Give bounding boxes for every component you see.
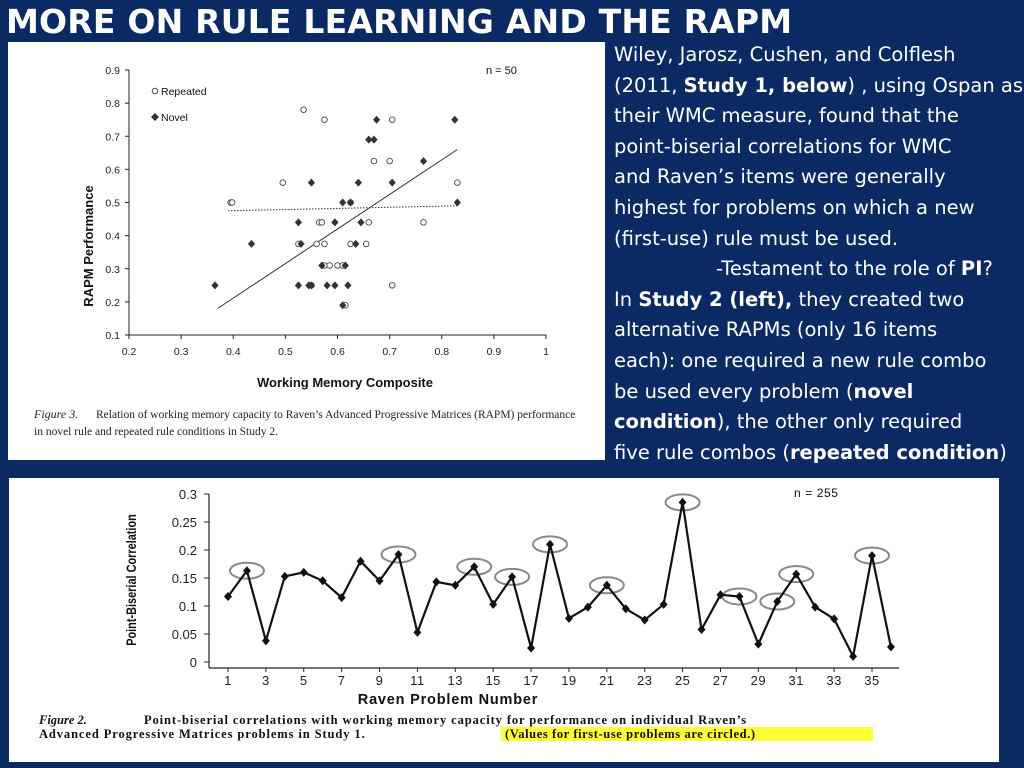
novel-point — [352, 240, 359, 248]
repeated-point — [319, 220, 325, 226]
repeated-point — [455, 180, 461, 186]
repeated-point — [389, 283, 395, 289]
slide-body-text — [614, 40, 1024, 468]
repeated-point — [327, 263, 333, 269]
scatter-x-tick-label: 0.4 — [225, 346, 241, 358]
novel-point — [339, 199, 346, 207]
line-caption-line1: Point-biserial correlations with working memory capacity for performance on individual Raven’s — [144, 713, 748, 727]
line-y-axis-label: Point-Biserial Correlation — [123, 514, 140, 646]
repeated-point — [389, 117, 395, 123]
body-line: condition), the other only required — [614, 410, 963, 434]
novel-point — [389, 179, 396, 187]
line-caption-line2: Advanced Progressive Matrices problems in Study 1. — [39, 727, 366, 741]
novel-point — [295, 218, 302, 226]
correlation-point — [754, 640, 762, 649]
correlation-point — [300, 568, 308, 577]
scatter-x-axis-label: Working Memory Composite — [256, 375, 434, 390]
novel-point — [308, 179, 315, 187]
line-y-tick-label: 0.1 — [178, 599, 197, 614]
scatter-x-tick-label: 0.7 — [382, 346, 397, 358]
novel-point — [211, 281, 218, 289]
scatter-y-axis-label: RAPM Performance — [81, 185, 96, 307]
line-x-tick-label: 35 — [864, 673, 880, 688]
novel-point — [331, 218, 338, 226]
line-x-tick-label: 7 — [337, 673, 346, 688]
line-x-tick-label: 25 — [674, 673, 691, 688]
legend-novel-label: Novel — [161, 112, 188, 124]
slide-title: MORE ON RULE LEARNING AND THE RAPM — [6, 2, 793, 41]
line-x-tick-label: 31 — [788, 673, 804, 688]
novel-point — [331, 281, 338, 289]
body-line: each): one required a new rule combo — [614, 348, 987, 372]
line-chart — [9, 478, 999, 762]
line-x-tick-label: 17 — [523, 673, 539, 688]
scatter-y-tick-label: 0.9 — [105, 65, 120, 77]
scatter-plot — [8, 42, 605, 460]
line-x-tick-label: 5 — [299, 673, 308, 688]
body-line: and Raven’s items were generally — [614, 165, 946, 189]
scatter-x-tick-label: 0.9 — [486, 346, 502, 358]
correlation-line — [228, 502, 891, 656]
body-line: five rule combos (repeated condition) — [614, 440, 1007, 464]
scatter-legend — [151, 86, 207, 124]
repeated-point — [301, 107, 307, 113]
scatter-x-tick-label: 0.8 — [434, 346, 450, 358]
repeated-point — [421, 220, 427, 226]
line-x-tick-label: 23 — [636, 673, 653, 688]
repeated-point — [322, 117, 328, 123]
body-line: point-biserial correlations for WMC — [614, 134, 952, 158]
scatter-figure-panel — [8, 42, 605, 460]
scatter-y-tick-label: 0.7 — [105, 131, 120, 144]
repeated-point — [280, 180, 286, 186]
scatter-x-tick-label: 0.3 — [173, 346, 189, 358]
line-x-axis-label: Raven Problem Number — [357, 692, 539, 708]
repeated-point — [366, 220, 372, 226]
correlation-point — [262, 636, 270, 645]
line-x-tick-label: 19 — [561, 673, 577, 688]
body-line: their WMC measure, found that the — [614, 104, 959, 128]
correlation-point — [432, 577, 440, 586]
line-caption-label: Figure 2. — [39, 713, 87, 727]
scatter-caption-line1: Relation of working memory capacity to Raven’s Advanced Progressive Matrices (RAPM) performance — [96, 409, 576, 421]
repeated-point — [363, 241, 369, 247]
scatter-y-tick-label: 0.4 — [105, 230, 120, 243]
scatter-x-tick-label: 0.5 — [278, 346, 293, 358]
legend-repeated-label: Repeated — [161, 86, 207, 98]
line-x-tick-label: 3 — [262, 673, 270, 688]
novel-point — [323, 281, 330, 289]
correlation-point — [679, 498, 687, 507]
line-figure-panel — [9, 478, 999, 762]
body-line: highest for problems on which a new — [614, 195, 975, 219]
line-y-tick-label: 0.05 — [171, 627, 197, 642]
line-y-tick-label: 0.15 — [171, 571, 197, 586]
correlation-point — [565, 614, 573, 623]
line-x-tick-label: 1 — [224, 673, 232, 688]
line-x-tick-label: 27 — [712, 673, 729, 688]
novel-point — [357, 218, 364, 226]
novel-point — [344, 281, 351, 289]
novel-point — [355, 179, 362, 187]
line-caption-highlight-text: (Values for first-use problems are circled.) — [505, 727, 756, 741]
body-line: Wiley, Jarosz, Cushen, and Colflesh — [614, 43, 956, 66]
body-line: (2011, Study 1, below) , using Ospan as — [614, 73, 1023, 97]
scatter-y-tick-label: 0.1 — [105, 330, 120, 342]
novel-point — [370, 136, 377, 144]
body-line: -Testament to the role of PI? — [716, 257, 993, 281]
correlation-point — [887, 642, 895, 651]
body-line: In Study 2 (left), they created two — [614, 287, 965, 311]
line-x-tick-label: 11 — [410, 673, 425, 688]
scatter-y-tick-label: 0.5 — [105, 197, 120, 210]
line-y-tick-label: 0.2 — [178, 543, 197, 558]
scatter-sample-size: n = 50 — [486, 65, 517, 77]
correlation-point — [546, 540, 554, 549]
repeated-point — [322, 241, 328, 247]
repeated-point — [387, 158, 393, 164]
repeated-point — [229, 200, 235, 206]
scatter-caption-line2: in novel rule and repeated rule conditions in Study 2. — [34, 426, 278, 438]
scatter-x-tick-label: 1 — [543, 346, 549, 358]
novel-point — [347, 199, 354, 207]
svg-text:Figure 2. — [38, 713, 87, 727]
scatter-x-tick-label: 0.6 — [330, 346, 345, 358]
line-x-tick-label: 21 — [599, 673, 615, 688]
repeated-point — [371, 158, 377, 164]
body-line: be used every problem (novel — [614, 379, 914, 403]
legend-repeated-marker — [152, 88, 158, 94]
line-x-tick-label: 33 — [826, 673, 842, 688]
repeated-point — [335, 263, 341, 269]
correlation-point — [527, 644, 535, 653]
line-x-tick-label: 13 — [447, 673, 464, 688]
correlation-point — [735, 592, 743, 601]
line-y-tick-label: 0.25 — [171, 515, 197, 530]
correlation-point — [849, 652, 857, 661]
line-x-tick-label: 15 — [485, 673, 501, 688]
line-x-tick-label: 29 — [750, 673, 767, 688]
novel-point — [295, 281, 302, 289]
body-line: (first-use) rule must be used. — [614, 226, 899, 250]
novel-point — [248, 240, 255, 248]
body-line: alternative RAPMs (only 16 items — [614, 318, 938, 342]
correlation-point — [868, 551, 876, 560]
correlation-point — [281, 572, 289, 581]
scatter-y-tick-label: 0.8 — [105, 98, 120, 111]
scatter-y-tick-label: 0.6 — [105, 164, 120, 177]
line-sample-size: n = 255 — [794, 486, 839, 500]
novel-point — [451, 116, 458, 124]
line-x-tick-label: 9 — [375, 673, 384, 688]
repeated-fit-line — [228, 206, 457, 211]
scatter-x-tick-label: 0.2 — [121, 346, 137, 358]
scatter-caption-label: Figure 3. — [34, 407, 79, 421]
correlation-point — [413, 628, 421, 637]
line-y-tick-label: 0.3 — [178, 487, 197, 502]
legend-novel-marker — [151, 113, 159, 121]
repeated-point — [314, 241, 320, 247]
svg-text:Figure 3. — [33, 407, 78, 421]
novel-point — [454, 199, 461, 207]
novel-point — [373, 116, 380, 124]
scatter-y-tick-label: 0.3 — [105, 263, 120, 276]
scatter-y-tick-label: 0.2 — [105, 296, 120, 309]
novel-point — [420, 157, 427, 165]
line-y-tick-label: 0 — [189, 655, 197, 670]
